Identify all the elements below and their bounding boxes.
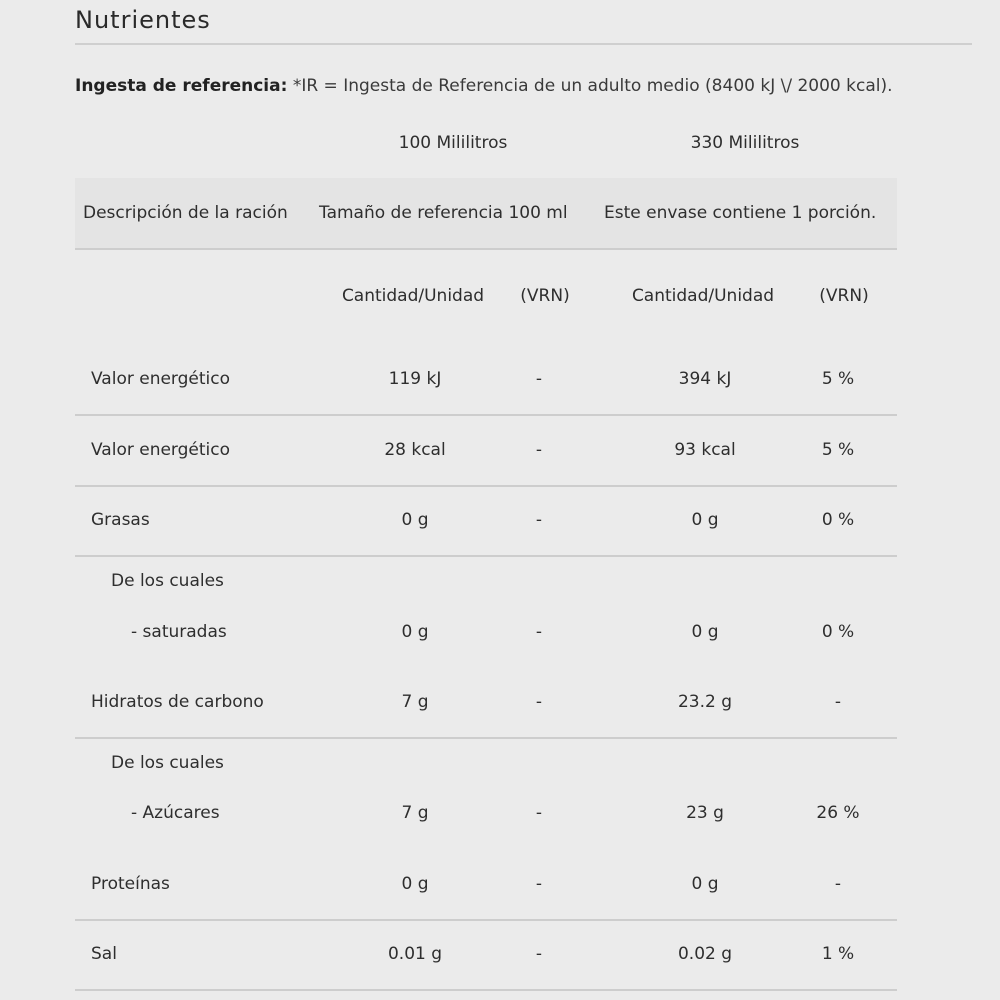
- vrn-330: 0 %: [821, 510, 855, 530]
- qty-100: 0 g: [401, 874, 429, 894]
- description-package-portions: Este envase contiene 1 porción.: [604, 203, 877, 223]
- nutrient-name: Valor energético: [91, 369, 231, 389]
- vrn-100: -: [535, 803, 543, 823]
- qty-100: 7 g: [401, 692, 429, 712]
- nutrient-name: - Azúcares: [131, 803, 220, 823]
- vrn-330: 5 %: [821, 440, 855, 460]
- reference-intake-text: *IR = Ingesta de Referencia de un adulto medio (8400 kJ \/ 2000 kcal).: [287, 76, 893, 96]
- col-header-qty-330: Cantidad/Unidad: [631, 286, 775, 306]
- description-label: Descripción de la ración: [83, 203, 288, 223]
- nutrient-name: Sal: [91, 944, 117, 964]
- row-divider: [75, 989, 897, 991]
- nutrient-name: Proteínas: [91, 874, 170, 894]
- qty-330: 0 g: [691, 510, 719, 530]
- row-divider: [75, 248, 897, 250]
- nutrient-subheading: De los cuales: [111, 753, 224, 773]
- qty-100: 0 g: [401, 510, 429, 530]
- qty-330: 93 kcal: [674, 440, 736, 460]
- nutrient-name: Grasas: [91, 510, 150, 530]
- nutrient-name: Valor energético: [91, 440, 231, 460]
- portion-header-100ml: 100 Mililitros: [398, 133, 508, 153]
- col-header-qty-100: Cantidad/Unidad: [341, 286, 485, 306]
- row-divider: [75, 919, 897, 921]
- vrn-330: 5 %: [821, 369, 855, 389]
- qty-330: 0 g: [691, 874, 719, 894]
- vrn-100: -: [535, 692, 543, 712]
- qty-100: 0.01 g: [387, 944, 443, 964]
- reference-intake-note: [75, 76, 893, 96]
- section-title: Nutrientes: [75, 6, 211, 34]
- vrn-100: -: [535, 874, 543, 894]
- vrn-100: -: [535, 510, 543, 530]
- qty-330: 394 kJ: [678, 369, 732, 389]
- vrn-100: -: [535, 622, 543, 642]
- qty-100: 7 g: [401, 803, 429, 823]
- vrn-330: -: [834, 874, 842, 894]
- nutrient-subheading: De los cuales: [111, 571, 224, 591]
- row-divider: [75, 737, 897, 739]
- vrn-330: -: [834, 692, 842, 712]
- row-divider: [75, 485, 897, 487]
- qty-330: 0 g: [691, 622, 719, 642]
- vrn-330: 26 %: [816, 803, 860, 823]
- qty-100: 0 g: [401, 622, 429, 642]
- reference-intake-label: Ingesta de referencia:: [75, 76, 288, 96]
- col-header-vrn-100: (VRN): [520, 286, 570, 306]
- nutrient-name: Hidratos de carbono: [91, 692, 264, 712]
- portion-header-330ml: 330 Mililitros: [690, 133, 800, 153]
- row-divider: [75, 414, 897, 416]
- qty-330: 23 g: [686, 803, 724, 823]
- row-divider: [75, 555, 897, 557]
- col-header-vrn-330: (VRN): [819, 286, 869, 306]
- vrn-330: 1 %: [821, 944, 855, 964]
- vrn-100: -: [535, 440, 543, 460]
- qty-330: 0.02 g: [677, 944, 733, 964]
- qty-100: 28 kcal: [384, 440, 446, 460]
- vrn-330: 0 %: [821, 622, 855, 642]
- qty-100: 119 kJ: [388, 369, 442, 389]
- description-reference-size: Tamaño de referencia 100 ml: [319, 203, 568, 223]
- title-divider: [75, 43, 972, 45]
- qty-330: 23.2 g: [677, 692, 733, 712]
- nutrient-name: - saturadas: [131, 622, 227, 642]
- vrn-100: -: [535, 369, 543, 389]
- vrn-100: -: [535, 944, 543, 964]
